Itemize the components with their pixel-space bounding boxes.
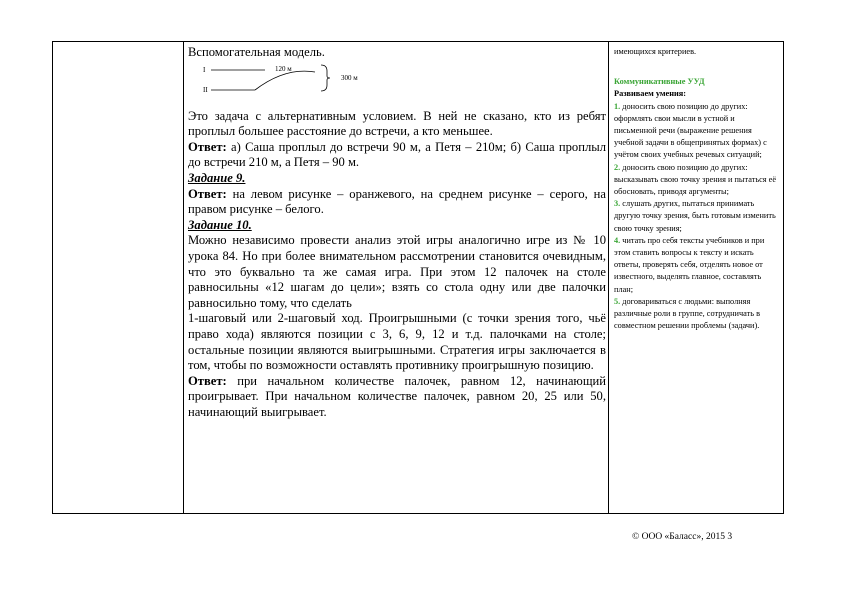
answer-label: Ответ: [188,373,227,388]
item-number: 1. [614,101,621,111]
item-text: доносить свою позицию до других: высказывать свою точку зрения и пытаться её обосновать, приводя аргументы; [614,162,777,197]
item-number: 2. [614,162,621,172]
dist-120-label: 120 м [275,64,292,73]
column-divider [783,42,784,513]
uud-subheading: Развиваем умения: [614,89,687,99]
arc-120 [255,71,315,90]
skill-item [614,162,779,199]
skill-item [614,198,779,235]
column-divider [183,42,184,513]
answer-text: на левом рисунке – оранжевого, на среднем рисунке – серого, на правом рисунке – белого. [188,186,606,217]
answer-9 [188,187,606,218]
skill-item [614,101,779,162]
task-9-heading: Задание 9. [188,170,246,185]
item-number: 4. [614,235,621,245]
auxiliary-model-diagram [188,61,606,107]
solution-column [188,45,606,420]
answer-10 [188,374,606,421]
paragraph-analysis: Можно независимо провести анализ этой игры аналогично игре из № 10 урока 84. Но при более внимательном рассмотрении становится очевидным, что это буквально та же самая игра. При этом 12 палочек на столе равносильны «12 шагам до цели»; взять со стола одну или две палочки равносильно тому, что сделать [188,233,606,310]
item-text: читать про себя тексты учебников и при этом ставить вопросы к тексту и искать ответы, проверять себя, отделять новое от известного, выделять главное, составлять план; [614,235,765,294]
answer-text: а) Саша проплыл до встречи 90 м, а Петя – 210м; б) Саша проплыл до встречи 210 м, а Петя – 90 м. [188,139,606,170]
dist-300-label: 300 м [341,73,358,82]
answer-text: при начальном количестве палочек, равном 12, начинающий проигрывает. При начальном количестве палочек, равном 20, 25 или 50, начинающий выигрывает. [188,373,606,419]
answer-label: Ответ: [188,139,227,154]
task-10-heading: Задание 10. [188,217,252,232]
brace [321,65,330,91]
answer-label: Ответ: [188,186,227,201]
item-text: договариваться с людьми: выполняя различные роли в группе, сотрудничать в совместном решении проблемы (задачи). [614,296,761,331]
item-text: слушать других, пытаться принимать другую точку зрения, быть готовым изменить свою точку зрения; [614,199,776,233]
copyright-footer: © ООО «Баласс», 2015 3 [632,532,733,542]
label-i: I [203,65,206,74]
lesson-table [52,41,784,514]
uud-heading: Коммуникативные УУД [614,77,705,87]
paragraph-strategy: 1-шаговый или 2-шаговый ход. Проигрышными (с точки зрения того, чьё право хода) являются позиции с 3, 6, 9, 12 и т.д. палочками на столе; остальные позиции являются выигрышными. Стратегия игры заключается в том, чтобы по возможности оставлять противнику проигрышную позицию. [188,311,606,373]
criteria-text: имеющихся критериев. [614,47,697,56]
item-number: 3. [614,199,621,209]
skill-item [614,296,779,333]
model-title: Вспомогательная модель. [188,45,325,59]
label-ii: II [203,85,208,94]
item-text: доносить свою позицию до других: оформлять свои мысли в устной и письменной речи (выражение решения учебной задачи в общепринятых формах) с учётом своих учебных речевых ситуаций; [614,101,767,160]
paragraph-condition: Это задача с альтернативным условием. В ней не сказано, кто из ребят проплыл большее расстояние до встречи, а кто меньшее. [188,108,606,139]
answer-8 [188,140,606,171]
uud-column [614,46,779,332]
column-divider [608,42,609,513]
item-number: 5. [614,296,621,306]
skill-item [614,235,779,296]
